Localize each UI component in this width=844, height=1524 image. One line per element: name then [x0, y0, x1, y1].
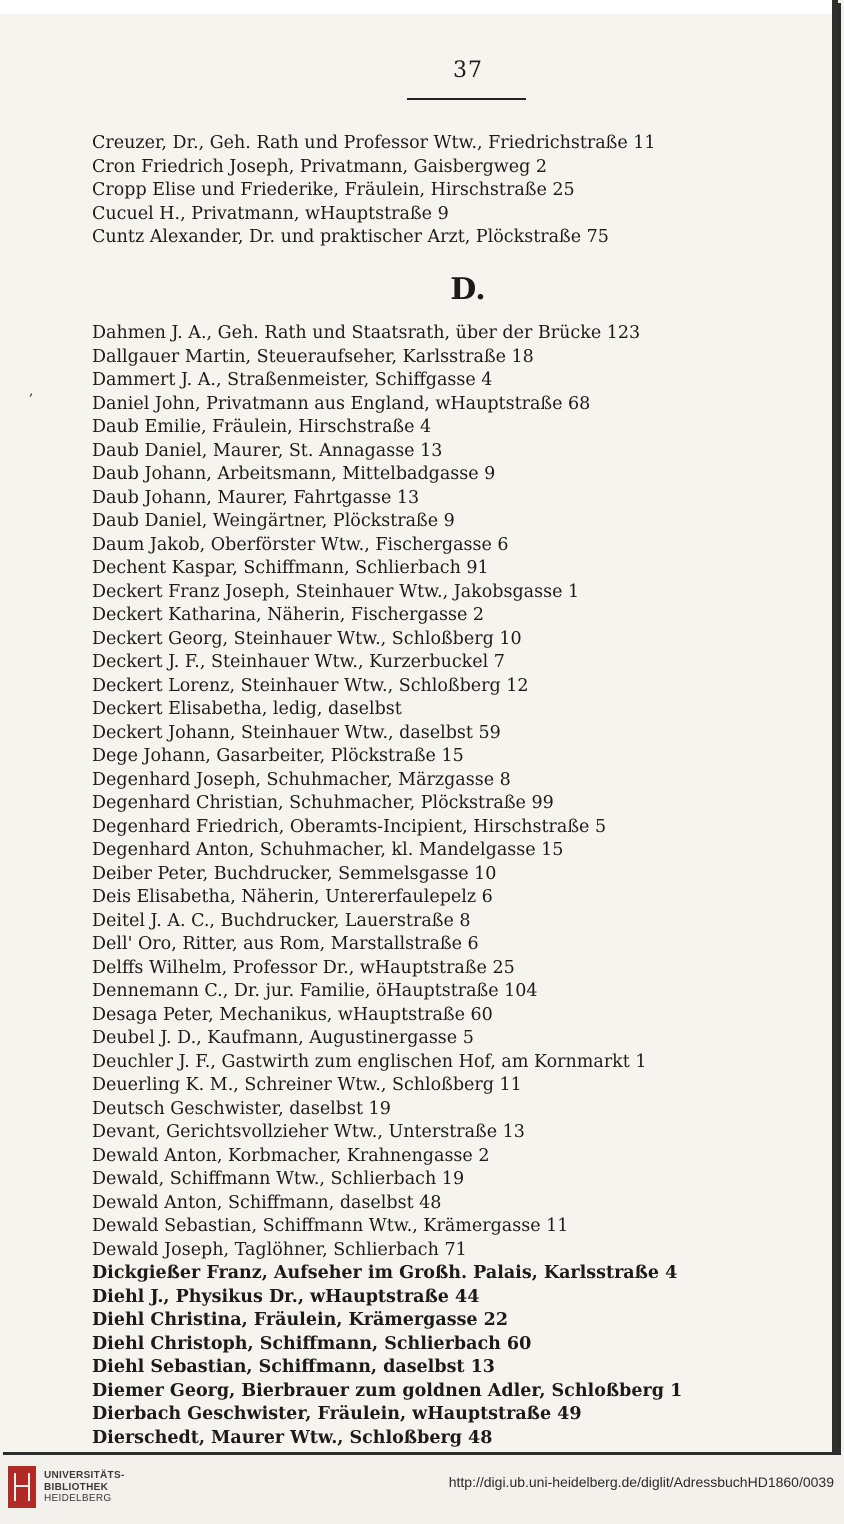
directory-entry: Degenhard Christian, Schuhmacher, Plöckstraße 99 — [92, 793, 554, 813]
directory-entry: Deckert Elisabetha, ledig, daselbst — [92, 699, 402, 719]
directory-entry: Deiber Peter, Buchdrucker, Semmelsgasse 10 — [92, 863, 497, 884]
directory-entry: Dahmen J. A., Geh. Rath und Staatsrath, über der Brücke 123 — [92, 323, 641, 343]
directory-entry: Daub Daniel, Weingärtner, Plöckstraße 9 — [92, 511, 455, 531]
directory-entry: Degenhard Joseph, Schuhmacher, Märzgasse 8 — [92, 769, 511, 790]
directory-entry: Daub Johann, Arbeitsmann, Mittelbadgasse 9 — [92, 464, 496, 484]
page-number: 37 — [453, 58, 483, 83]
institution-name — [44, 1470, 125, 1505]
directory-entry: Dierschedt, Maurer Wtw., Schloßberg 48 — [92, 1427, 493, 1448]
footer-bar — [0, 1456, 844, 1524]
institution-line-1: UNIVERSITÄTS- — [44, 1470, 125, 1481]
stray-mark: , — [29, 383, 34, 399]
directory-entry: Diehl Christoph, Schiffmann, Schlierbach 60 — [92, 1333, 532, 1354]
directory-entry: Devant, Gerichtsvollzieher Wtw., Unterstraße 13 — [92, 1122, 525, 1142]
directory-entry: Dennemann C., Dr. jur. Familie, öHauptstraße 104 — [92, 981, 538, 1001]
directory-entry: Dallgauer Martin, Steueraufseher, Karlsstraße 18 — [92, 346, 534, 367]
directory-entry: Dewald Joseph, Taglöhner, Schlierbach 71 — [92, 1239, 467, 1260]
directory-entry: Deutsch Geschwister, daselbst 19 — [92, 1098, 391, 1119]
directory-entry: Deckert Lorenz, Steinhauer Wtw., Schloßberg 12 — [92, 675, 529, 696]
directory-entry: Diehl Christina, Fräulein, Krämergasse 22 — [92, 1310, 509, 1330]
directory-entry: Daub Emilie, Fräulein, Hirschstraße 4 — [92, 417, 432, 437]
directory-entry: Dierbach Geschwister, Fräulein, wHauptstraße 49 — [92, 1404, 582, 1424]
directory-entry: Degenhard Anton, Schuhmacher, kl. Mandelgasse 15 — [92, 840, 564, 860]
directory-entry: Desaga Peter, Mechanikus, wHauptstraße 60 — [92, 1004, 493, 1025]
directory-entry: Dechent Kaspar, Schiffmann, Schlierbach 91 — [92, 558, 489, 578]
directory-entry: Delffs Wilhelm, Professor Dr., wHauptstraße 25 — [92, 957, 515, 978]
directory-entry: Diehl Sebastian, Schiffmann, daselbst 13 — [92, 1357, 495, 1377]
directory-entry: Deubel J. D., Kaufmann, Augustinergasse 5 — [92, 1028, 474, 1048]
source-url[interactable]: http://digi.ub.uni-heidelberg.de/diglit/AdressbuchHD1860/0039 — [448, 1474, 834, 1490]
page-number-rule — [407, 98, 526, 100]
directory-entry: Dammert J. A., Straßenmeister, Schiffgasse 4 — [92, 370, 493, 390]
scan-right-edge — [832, 0, 838, 1452]
directory-entry: Diehl J., Physikus Dr., wHauptstraße 44 — [92, 1286, 480, 1307]
section-d-entries — [92, 322, 792, 1450]
directory-entry: Cropp Elise und Friederike, Fräulein, Hirschstraße 25 — [92, 180, 575, 200]
directory-entry: Diemer Georg, Bierbrauer zum goldnen Adler, Schloßberg 1 — [92, 1380, 683, 1401]
section-c-entries — [92, 132, 792, 250]
section-heading-d: D. — [450, 272, 486, 307]
directory-entry: Dell' Oro, Ritter, aus Rom, Marstallstraße 6 — [92, 934, 479, 954]
directory-entry: Deckert Johann, Steinhauer Wtw., daselbst 59 — [92, 722, 501, 743]
directory-entry: Deckert Franz Joseph, Steinhauer Wtw., Jakobsgasse 1 — [92, 581, 580, 602]
directory-entry: Degenhard Friedrich, Oberamts-Incipient, Hirschstraße 5 — [92, 816, 607, 837]
directory-entry: Cucuel H., Privatmann, wHauptstraße 9 — [92, 203, 449, 224]
directory-entry: Daub Daniel, Maurer, St. Annagasse 13 — [92, 440, 443, 461]
directory-entry: Deckert Georg, Steinhauer Wtw., Schloßberg 10 — [92, 628, 522, 649]
directory-entry: Cron Friedrich Joseph, Privatmann, Gaisbergweg 2 — [92, 156, 548, 177]
directory-entry: Cuntz Alexander, Dr. und praktischer Arzt, Plöckstraße 75 — [92, 227, 609, 247]
scan-top-margin — [0, 0, 838, 14]
directory-entry: Deis Elisabetha, Näherin, Untererfaulepelz 6 — [92, 887, 493, 907]
directory-entry: Deckert Katharina, Näherin, Fischergasse 2 — [92, 605, 485, 625]
institution-line-3: HEIDELBERG — [44, 1493, 112, 1504]
institution-line-2: BIBLIOTHEK — [44, 1481, 109, 1493]
directory-entry: Dege Johann, Gasarbeiter, Plöckstraße 15 — [92, 746, 464, 766]
university-library-logo[interactable] — [8, 1466, 36, 1508]
directory-entry: Daum Jakob, Oberförster Wtw., Fischergasse 6 — [92, 534, 509, 555]
directory-entry: Dewald Sebastian, Schiffmann Wtw., Krämergasse 11 — [92, 1216, 569, 1236]
directory-entry: Deuchler J. F., Gastwirth zum englischen Hof, am Kornmarkt 1 — [92, 1051, 647, 1072]
directory-entry: Dewald Anton, Schiffmann, daselbst 48 — [92, 1192, 442, 1213]
directory-entry: Daub Johann, Maurer, Fahrtgasse 13 — [92, 487, 420, 508]
directory-entry: Dewald Anton, Korbmacher, Krahnengasse 2 — [92, 1145, 490, 1166]
directory-entry: Deuerling K. M., Schreiner Wtw., Schloßberg 11 — [92, 1075, 522, 1095]
directory-entry: Creuzer, Dr., Geh. Rath und Professor Wtw., Friedrichstraße 11 — [92, 133, 656, 153]
directory-entry: Daniel John, Privatmann aus England, wHauptstraße 68 — [92, 393, 591, 414]
directory-entry: Dickgießer Franz, Aufseher im Großh. Palais, Karlsstraße 4 — [92, 1263, 678, 1283]
directory-entry: Deckert J. F., Steinhauer Wtw., Kurzerbuckel 7 — [92, 652, 505, 672]
directory-entry: Dewald, Schiffmann Wtw., Schlierbach 19 — [92, 1169, 465, 1189]
directory-entry: Deitel J. A. C., Buchdrucker, Lauerstraße 8 — [92, 910, 471, 931]
